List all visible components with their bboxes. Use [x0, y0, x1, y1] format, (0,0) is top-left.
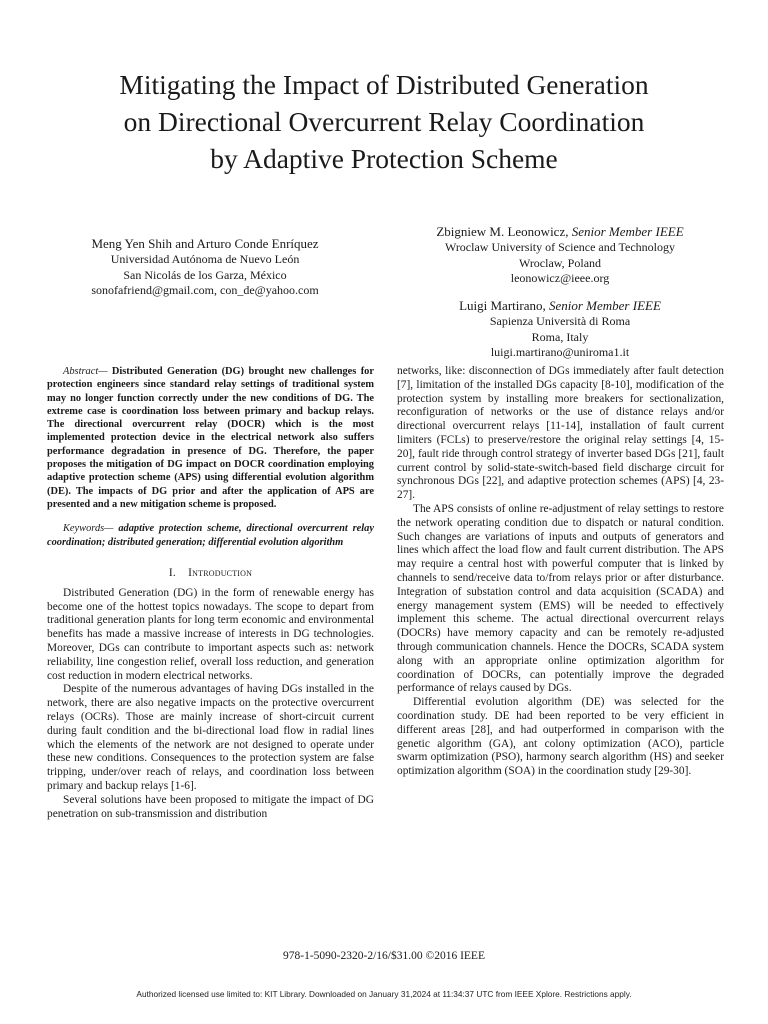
- body-paragraph: The APS consists of online re-adjustment of relay settings to restore the network operating condition due to dispatch or natural condition. Such changes are variations of inputs and outputs of generators and lines which affect the load flow and fault current distribution. The APS may require a central host with powerful computer that is linked by channels to send/receive data to/from relays prior or after disturbance. Integration of substation control and data acquisition (SCADA) and energy management system (EMS) will be needed to effectively implement this scheme. The actual directional overcurrent relays (DOCRs) have memory capacity and can be remotely re-adjusted through communication channels. Hence the DOCRs, SCADA system along with an appropriate online optimization algorithm for coordination of DOCRs, can potentially improve the degraded performance of relays caused by DGs.: [397, 502, 724, 695]
- body-paragraph: Distributed Generation (DG) in the form of renewable energy has become one of the hottest topics nowadays. The scope to depart from traditional generation plants for long term economic and environmental benefits has made a massive increase of interests in DG technologies. Moreover, DGs can contribute to important aspects such as: network reliability, line congestion relief, overall loss reduction, and generation cost reduction in modern electrical networks.: [47, 586, 374, 682]
- title-line: by Adaptive Protection Scheme: [210, 143, 558, 174]
- body-paragraph: Differential evolution algorithm (DE) was selected for the coordination study. DE had been reported to be very efficient in different areas [28], and had outperformed in comparison with the genetic algorithm (GA), ant colony optimization (ACO), particle swarm optimization (PSO), harmony search algorithm (HS) and seeker optimization algorithm (SOA) in the coordination study [29-30].: [397, 696, 724, 778]
- author-block-right-1: [395, 223, 725, 287]
- section-number: I.: [168, 566, 176, 579]
- abstract-lead: Abstract—: [63, 366, 108, 377]
- author-name: Zbigniew M. Leonowicz,: [436, 224, 572, 239]
- body-paragraph: Despite of the numerous advantages of having DGs installed in the network, there are also negative impacts on the protective overcurrent relays (OCRs). Those are mainly increase of short-circuit current during fault condition and the bi-directional load flow in radial lines which the elements of the network are not designed to operate under these new conditions. Consequences to the protection system are false tripping, under/over reach of relays, and coordination loss between primary and backup relays [1-6].: [47, 683, 374, 793]
- copyright-notice: 978-1-5090-2320-2/16/$31.00 ©2016 IEEE: [283, 950, 485, 962]
- title-line: Mitigating the Impact of Distributed Generation: [119, 69, 649, 100]
- author-email: leonowicz@ieee.org: [510, 271, 610, 285]
- keywords-lead: Keywords—: [63, 523, 114, 535]
- keywords-text: adaptive protection scheme, directional overcurrent relay coordination; distributed generation; differential evolution algorithm: [47, 523, 374, 548]
- author-email: luigi.martirano@uniroma1.it: [490, 345, 630, 359]
- author-name: Meng Yen Shih and Arturo Conde Enríquez: [91, 236, 319, 251]
- keywords: [47, 522, 374, 549]
- author-location: San Nicolás de los Garza, México: [123, 267, 287, 282]
- author-block-right-2: [395, 297, 725, 361]
- paper-title: [40, 66, 728, 177]
- author-name-line: [395, 223, 725, 240]
- author-affiliation: Sapienza Università di Roma: [489, 314, 631, 328]
- body-paragraph: networks, like: disconnection of DGs immediately after fault detection [7], limitation of the installed DGs capacity [8-10], modification of the protection system by installing more breakers for sectionalization, reconfiguration of networks or the use of distance relays and/or directional overcurrent relays [11-14], installation of fault current limiters (FCLs) to preserve/restore the original relay settings [4, 15-20], fault ride through control strategy of inverter based DGs [21], fault current control by solid-state-switch-based field discharge circuit for synchronous DGs [22], and adaptive protection schemes (APS) [4, 23-27].: [397, 365, 724, 502]
- section-title: Introduction: [188, 566, 253, 579]
- title-line: on Directional Overcurrent Relay Coordination: [123, 106, 645, 137]
- author-name-line: [395, 297, 725, 314]
- author-location: Wroclaw, Poland: [518, 255, 602, 270]
- abstract-text: Distributed Generation (DG) brought new challenges for protection engineers since standard relay settings of traditional system may no longer function correctly under the new conditions of DG. The extreme case is coordination loss between primary and backup relays. The directional overcurrent relay (DOCR) which is the most implemented protection device in the electrical network also suffers performance degradation in presence of DG. Therefore, the paper proposes the mitigation of DG impact on DOCR coordination employing adaptive protection scheme (APS) using differential evolution algorithm (DE). The impacts of DG prior and after the application of APS are presented and a new mitigation scheme is proposed.: [47, 366, 374, 510]
- license-notice: Authorized licensed use limited to: KIT Library. Downloaded on January 31,2024 at 11:34:37 UTC from IEEE Xplore. Restrictions apply.: [136, 989, 632, 999]
- author-affiliation: Wroclaw University of Science and Technology: [444, 240, 676, 254]
- author-block-left: [50, 235, 360, 299]
- author-role: Senior Member IEEE: [571, 224, 684, 239]
- left-column: [47, 365, 374, 821]
- author-email: sonofafriend@gmail.com, con_de@yahoo.com: [91, 283, 319, 297]
- author-affiliation: Universidad Autónoma de Nuevo León: [110, 252, 300, 266]
- author-location: Roma, Italy: [531, 329, 589, 344]
- author-role: Senior Member IEEE: [548, 298, 661, 313]
- abstract: [47, 365, 374, 511]
- section-heading: [47, 566, 374, 580]
- author-name: Luigi Martirano,: [459, 298, 549, 313]
- body-paragraph: Several solutions have been proposed to mitigate the impact of DG penetration on sub-transmission and distribution: [47, 793, 374, 820]
- right-column: [397, 365, 724, 779]
